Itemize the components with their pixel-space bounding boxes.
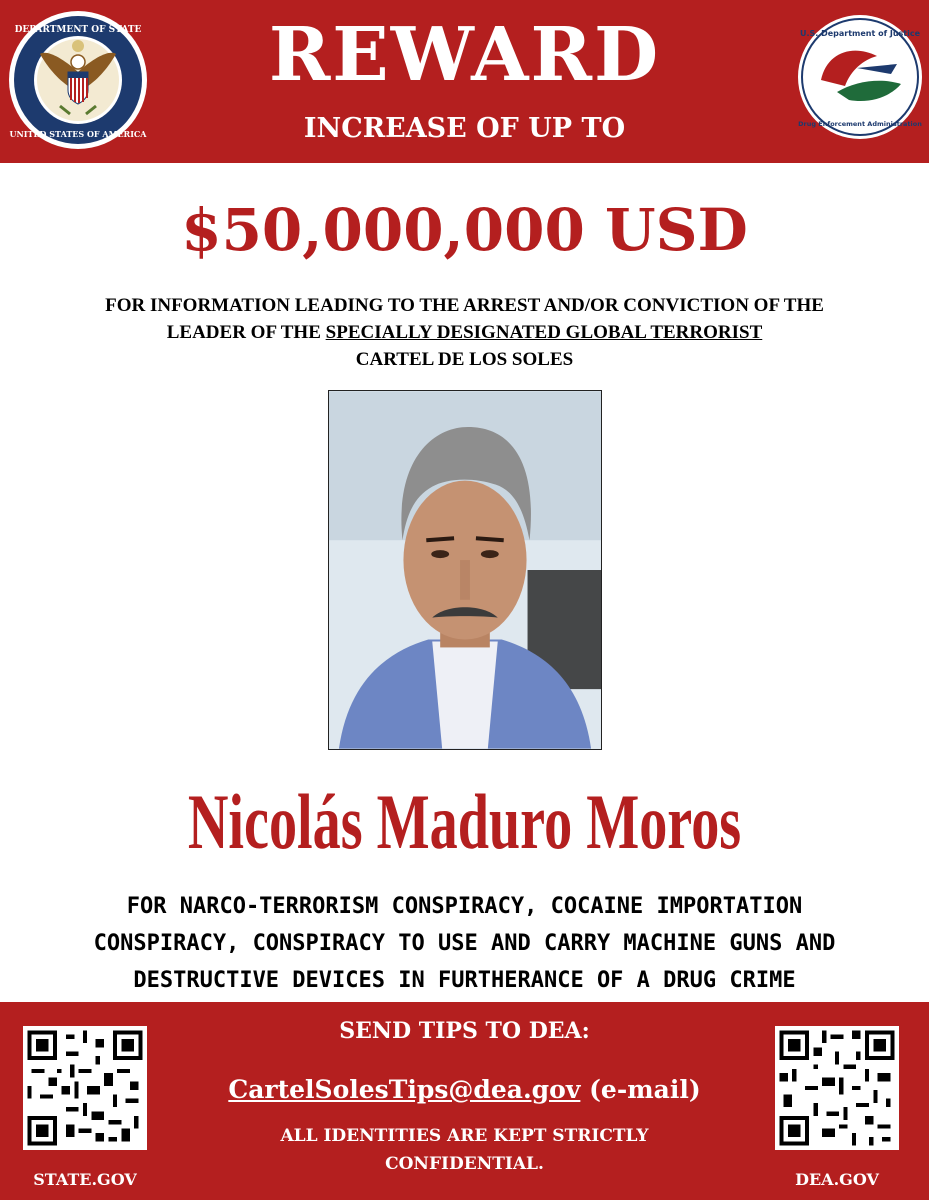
reward-subtitle: INCREASE OF UP TO (303, 113, 626, 144)
tips-email-link[interactable]: CartelSolesTips@dea.gov (228, 1075, 581, 1104)
confidentiality-note-line-2: CONFIDENTIAL. (385, 1154, 544, 1174)
email-suffix: (e-mail) (589, 1075, 701, 1104)
description-line-2-prefix: LEADER OF THE (166, 322, 326, 343)
svg-text:U.S. Department of Justice: U.S. Department of Justice (799, 29, 921, 38)
organization-name: CARTEL DE LOS SOLES (355, 349, 574, 370)
dea-seal-icon (797, 14, 923, 140)
state-gov-label: STATE.GOV (33, 1170, 137, 1189)
subject-name: Nicolás Maduro Moros (187, 778, 742, 865)
designation-underlined: SPECIALLY DESIGNATED GLOBAL TERRORIST (325, 322, 763, 343)
portrait-photo-icon (328, 390, 602, 750)
dea-gov-label: DEA.GOV (795, 1170, 879, 1189)
description-line-1: FOR INFORMATION LEADING TO THE ARREST AND/OR CONVICTION OF THE (105, 295, 824, 316)
charges-line-1: FOR NARCO-TERRORISM CONSPIRACY, COCAINE IMPORTATION (126, 894, 803, 919)
charges-line-3: DESTRUCTIVE DEVICES IN FURTHERANCE OF A DRUG CRIME (133, 968, 796, 993)
charges-text (20, 888, 909, 999)
reward-title: REWARD (268, 12, 661, 98)
tips-heading: SEND TIPS TO DEA: (339, 1018, 590, 1044)
charges-line-2: CONSPIRACY, CONSPIRACY TO USE AND CARRY MACHINE GUNS AND (93, 931, 836, 956)
svg-text:UNITED STATES OF AMERICA: UNITED STATES OF AMERICA (9, 129, 147, 139)
description-line-2 (20, 319, 909, 346)
confidentiality-note-line-1: ALL IDENTITIES ARE KEPT STRICTLY (280, 1126, 649, 1146)
reward-amount: $50,000,000 USD (181, 196, 748, 264)
svg-text:DEPARTMENT OF STATE: DEPARTMENT OF STATE (14, 25, 142, 35)
qr-code-dea-icon[interactable] (775, 1026, 899, 1150)
svg-text:Drug Enforcement Administratio: Drug Enforcement Administration (798, 120, 922, 128)
confidentiality-note (230, 1122, 699, 1178)
reward-description (20, 292, 909, 373)
